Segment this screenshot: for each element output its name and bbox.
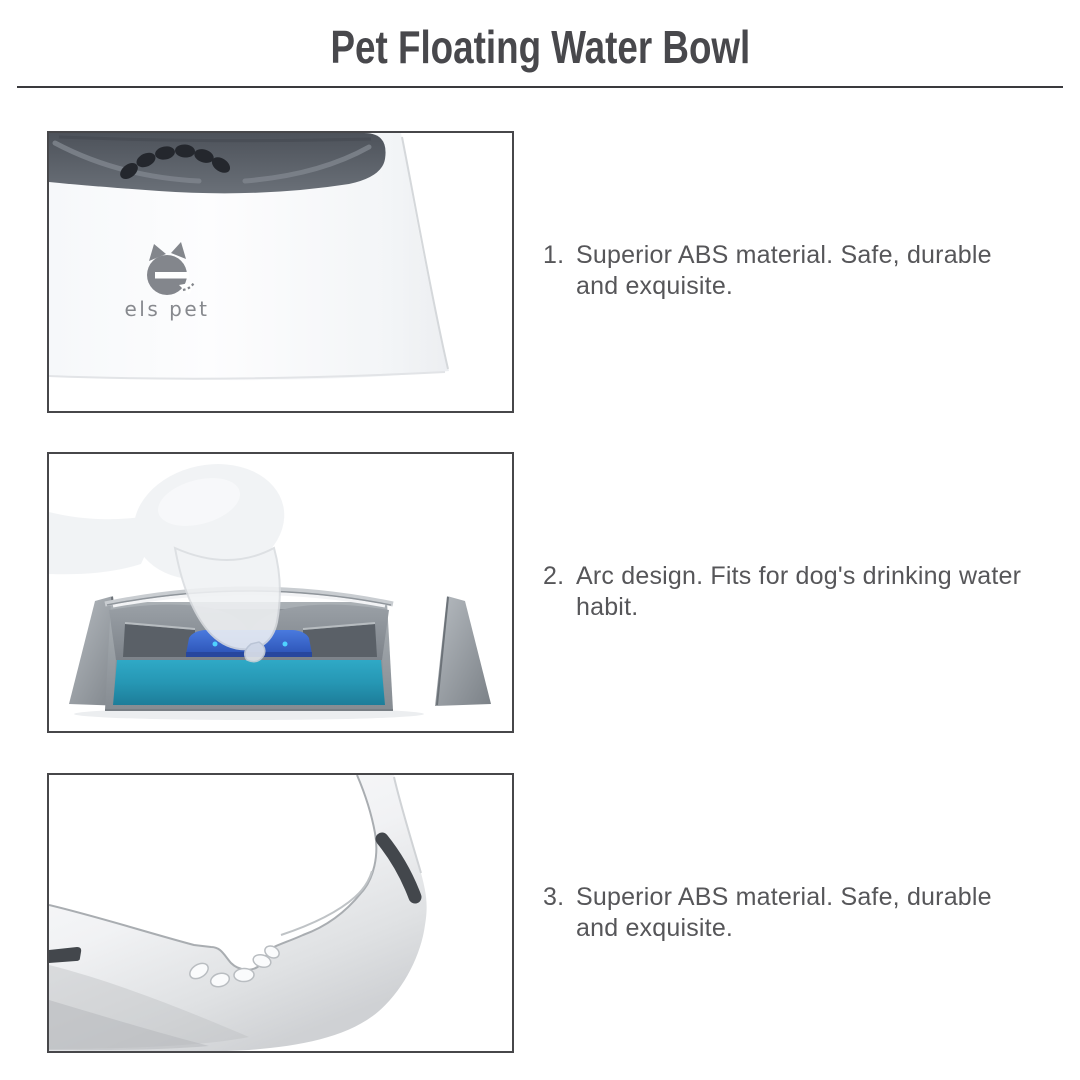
feature-text-3 — [543, 882, 1080, 944]
product-photo-bowl-front — [49, 133, 512, 411]
page-title-wrap — [0, 20, 1080, 74]
water-glint-right — [283, 642, 288, 647]
product-photo-rim-closeup — [49, 775, 512, 1051]
feature-line: and exquisite. — [576, 272, 734, 300]
feature-line: and exquisite. — [576, 914, 734, 942]
feature-number: 1. — [543, 241, 565, 269]
feature-image-box-1 — [47, 131, 514, 413]
feature-image-box-2 — [47, 452, 514, 733]
feature-line: habit. — [576, 593, 639, 621]
title-divider — [17, 86, 1063, 88]
water-glint-left — [213, 642, 218, 647]
feature-text-2 — [543, 561, 1080, 623]
feature-image-box-3 — [47, 773, 514, 1053]
feature-line: Superior ABS material. Safe, durable — [576, 883, 992, 911]
brand-logo-text: els pet — [124, 297, 210, 321]
feature-line: Superior ABS material. Safe, durable — [576, 241, 992, 269]
feature-number: 3. — [543, 883, 565, 911]
water — [113, 660, 385, 705]
feature-text-1 — [543, 240, 1080, 302]
feature-line: Arc design. Fits for dog's drinking water — [576, 562, 1022, 590]
page-title: Pet Floating Water Bowl — [330, 21, 750, 73]
product-photo-cross-section — [49, 454, 512, 731]
feature-number: 2. — [543, 562, 565, 590]
